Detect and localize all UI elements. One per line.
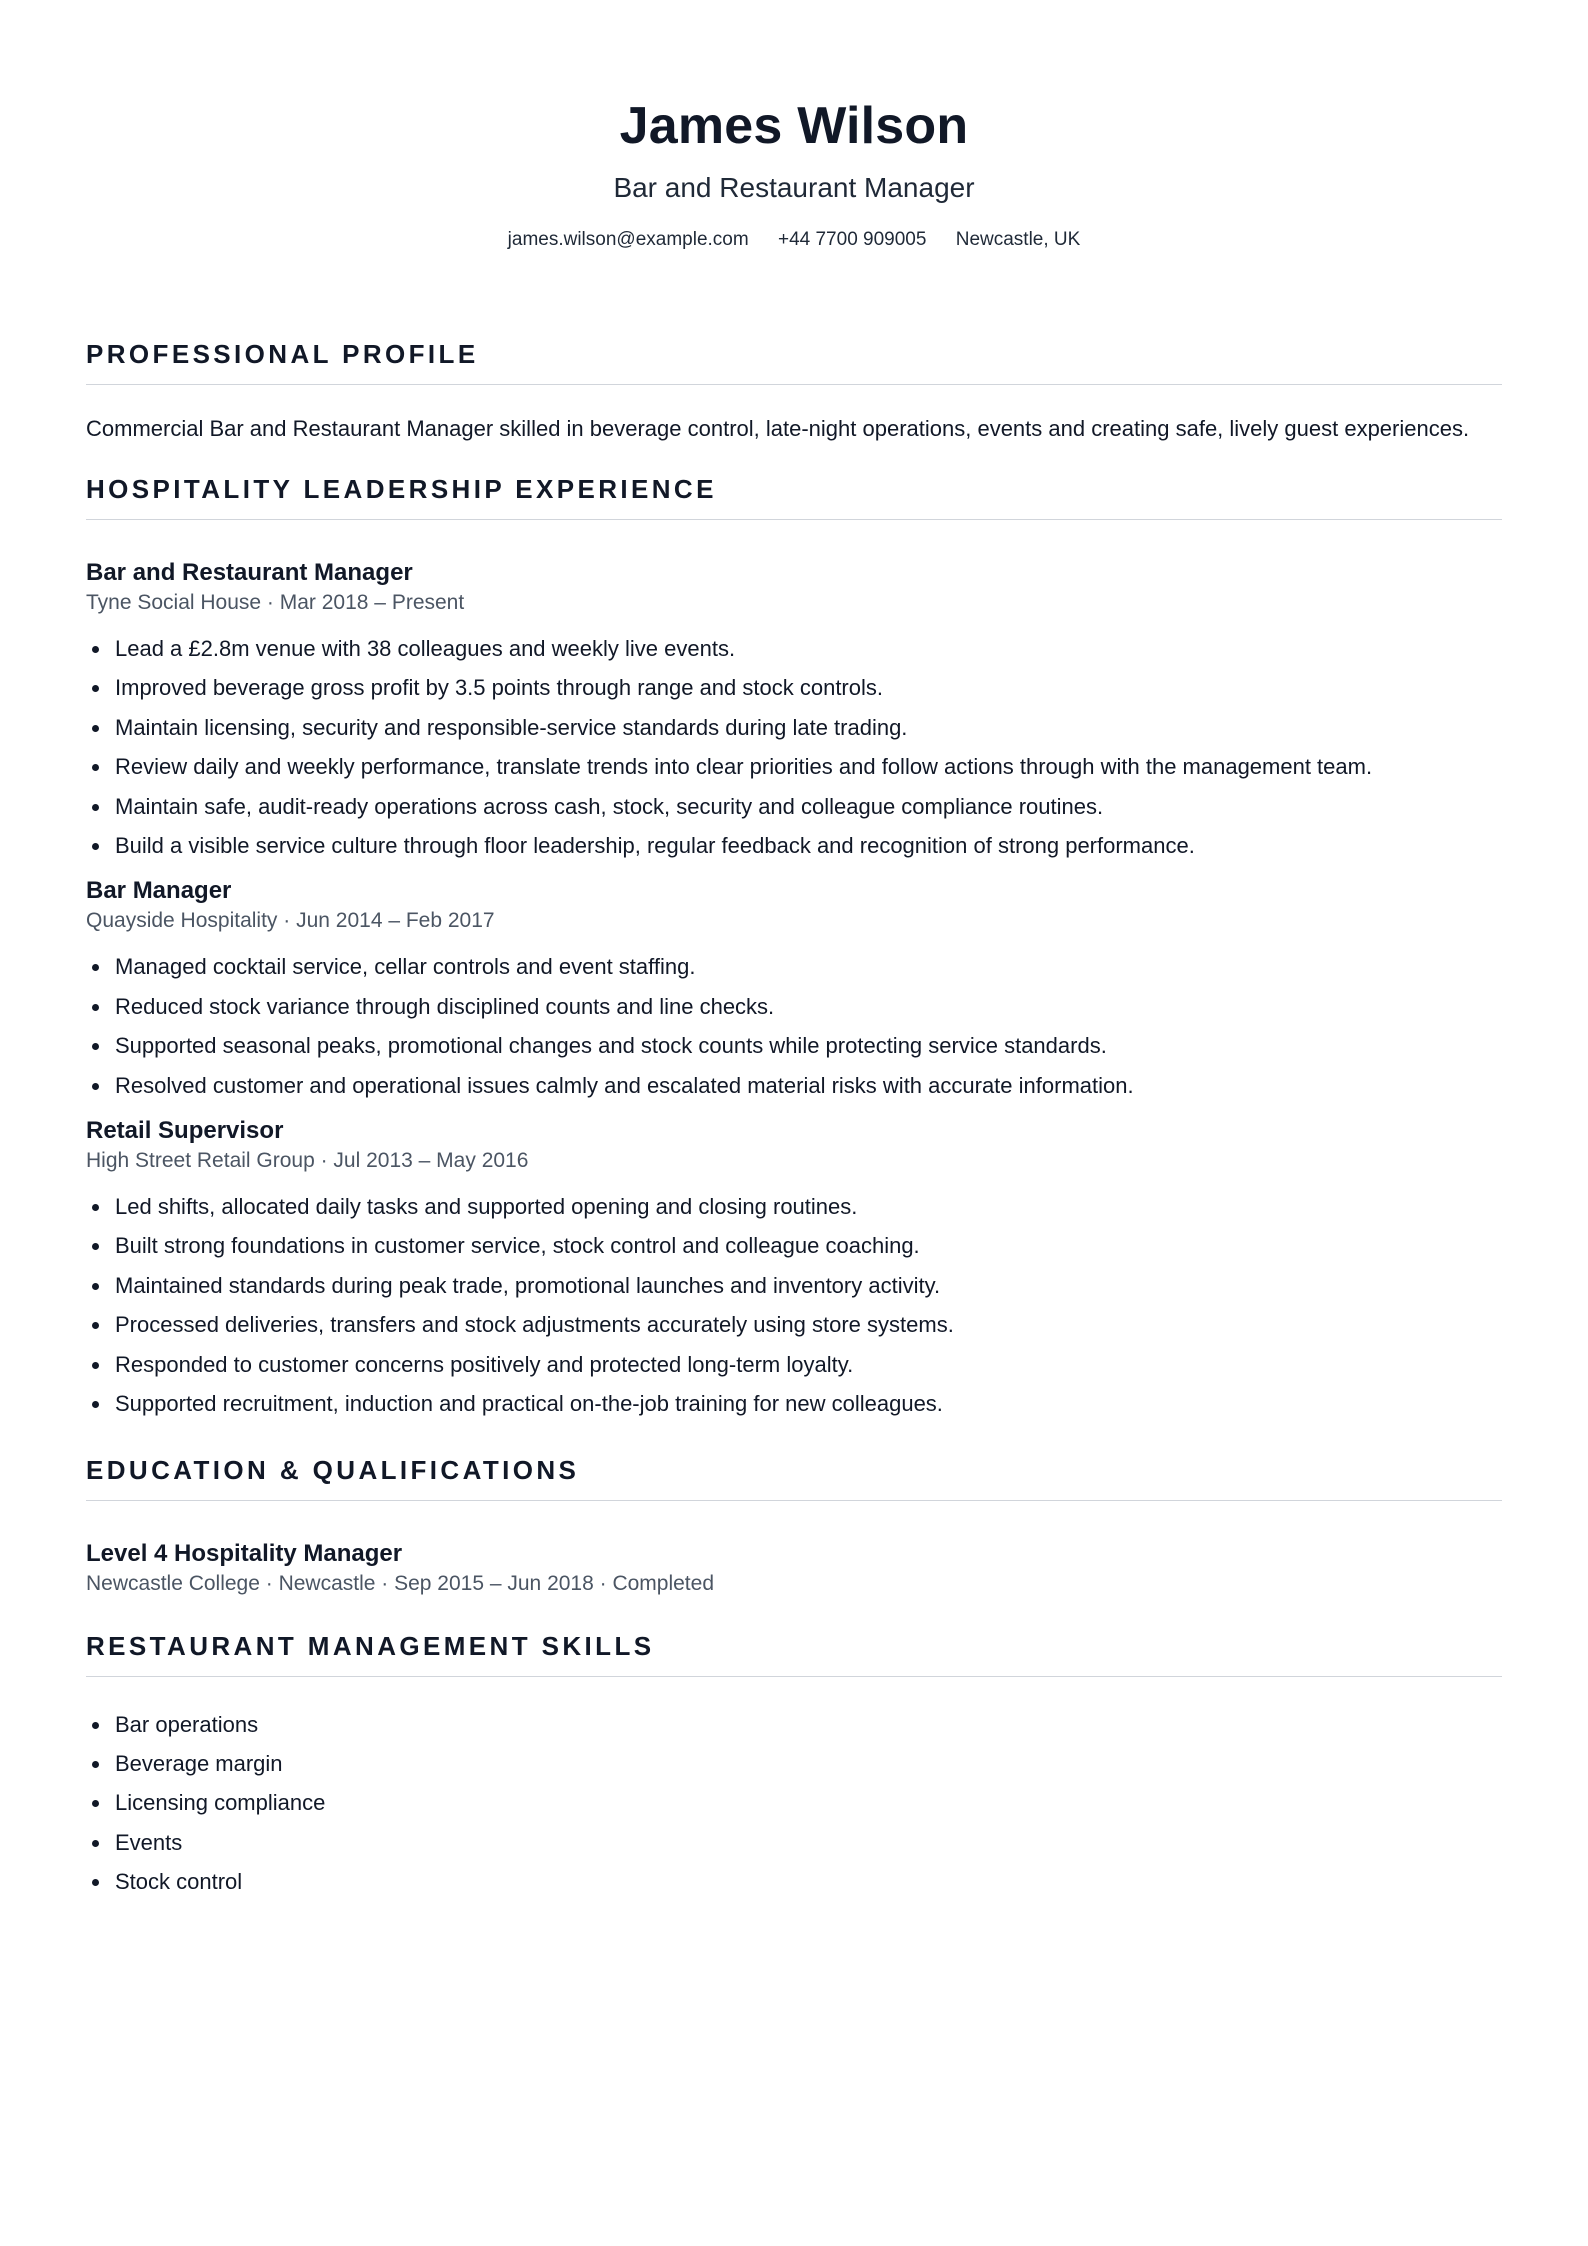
job-title: Bar Manager [86,877,232,905]
job-entry [86,558,1502,865]
list-item: Supported seasonal peaks, promotional changes and stock counts while protecting service standards. [86,1026,1502,1065]
list-item: Managed cocktail service, cellar controls and event staffing. [86,947,1502,986]
list-item: Built strong foundations in customer service, stock control and colleague coaching. [86,1226,1502,1265]
candidate-headline: Bar and Restaurant Manager [613,172,975,203]
resume-header [86,0,1502,252]
list-item: Led shifts, allocated daily tasks and supported opening and closing routines. [86,1187,1502,1226]
candidate-name: James Wilson [619,97,969,155]
skills-list [86,1705,1502,1902]
list-item: Maintain safe, audit-ready operations across cash, stock, security and colleague compliance routines. [86,787,1502,826]
list-item: Bar operations [86,1705,1502,1744]
section-title-education: EDUCATION & QUALIFICATIONS [86,1454,1502,1501]
job-entry [86,876,1502,1105]
list-item: Responded to customer concerns positively and protected long-term loyalty. [86,1345,1502,1384]
list-item: Lead a £2.8m venue with 38 colleagues and weekly live events. [86,629,1502,668]
education-entry [86,1539,1502,1598]
section-title-profile: PROFESSIONAL PROFILE [86,338,1502,385]
qualification-meta: Newcastle College · Newcastle · Sep 2015 – Jun 2018 · Completed [86,1571,715,1595]
list-item: Stock control [86,1862,1502,1901]
profile-summary: Commercial Bar and Restaurant Manager skilled in beverage control, late-night operations, events and creating safe, lively guest experiences. [86,416,1470,441]
qualification-title: Level 4 Hospitality Manager [86,1539,403,1567]
job-title: Retail Supervisor [86,1117,284,1145]
list-item: Improved beverage gross profit by 3.5 points through range and stock controls. [86,668,1502,707]
list-item: Reduced stock variance through disciplined counts and line checks. [86,987,1502,1026]
job-meta: Tyne Social House · Mar 2018 – Present [86,591,465,614]
education-section [86,1454,1502,1598]
list-item: Beverage margin [86,1744,1502,1783]
section-title-experience: HOSPITALITY LEADERSHIP EXPERIENCE [86,473,1502,520]
list-item: Supported recruitment, induction and practical on-the-job training for new colleagues. [86,1384,1502,1423]
experience-section [86,473,1502,1424]
contact-email: james.wilson@example.com [507,229,749,250]
list-item: Resolved customer and operational issues calmly and escalated material risks with accurate information. [86,1066,1502,1105]
job-bullets [86,947,1502,1105]
list-item: Licensing compliance [86,1783,1502,1822]
list-item: Review daily and weekly performance, translate trends into clear priorities and follow actions through with the management team. [86,747,1502,786]
list-item: Maintained standards during peak trade, promotional launches and inventory activity. [86,1266,1502,1305]
job-bullets [86,629,1502,865]
profile-section [86,338,1502,445]
job-title: Bar and Restaurant Manager [86,559,413,586]
job-bullets [86,1187,1502,1423]
job-entry [86,1116,1502,1423]
contact-line [86,228,1502,252]
list-item: Maintain licensing, security and responsible-service standards during late trading. [86,708,1502,747]
list-item: Events [86,1823,1502,1862]
job-meta: Quayside Hospitality · Jun 2014 – Feb 2017 [86,909,495,933]
list-item: Processed deliveries, transfers and stock adjustments accurately using store systems. [86,1305,1502,1344]
list-item: Build a visible service culture through floor leadership, regular feedback and recognition of strong performance. [86,826,1502,865]
skills-section [86,1630,1502,1902]
contact-location: Newcastle, UK [955,229,1081,250]
job-meta: High Street Retail Group · Jul 2013 – May 2016 [86,1149,529,1173]
contact-phone: +44 7700 909005 [777,229,927,250]
section-title-skills: RESTAURANT MANAGEMENT SKILLS [86,1630,1502,1677]
